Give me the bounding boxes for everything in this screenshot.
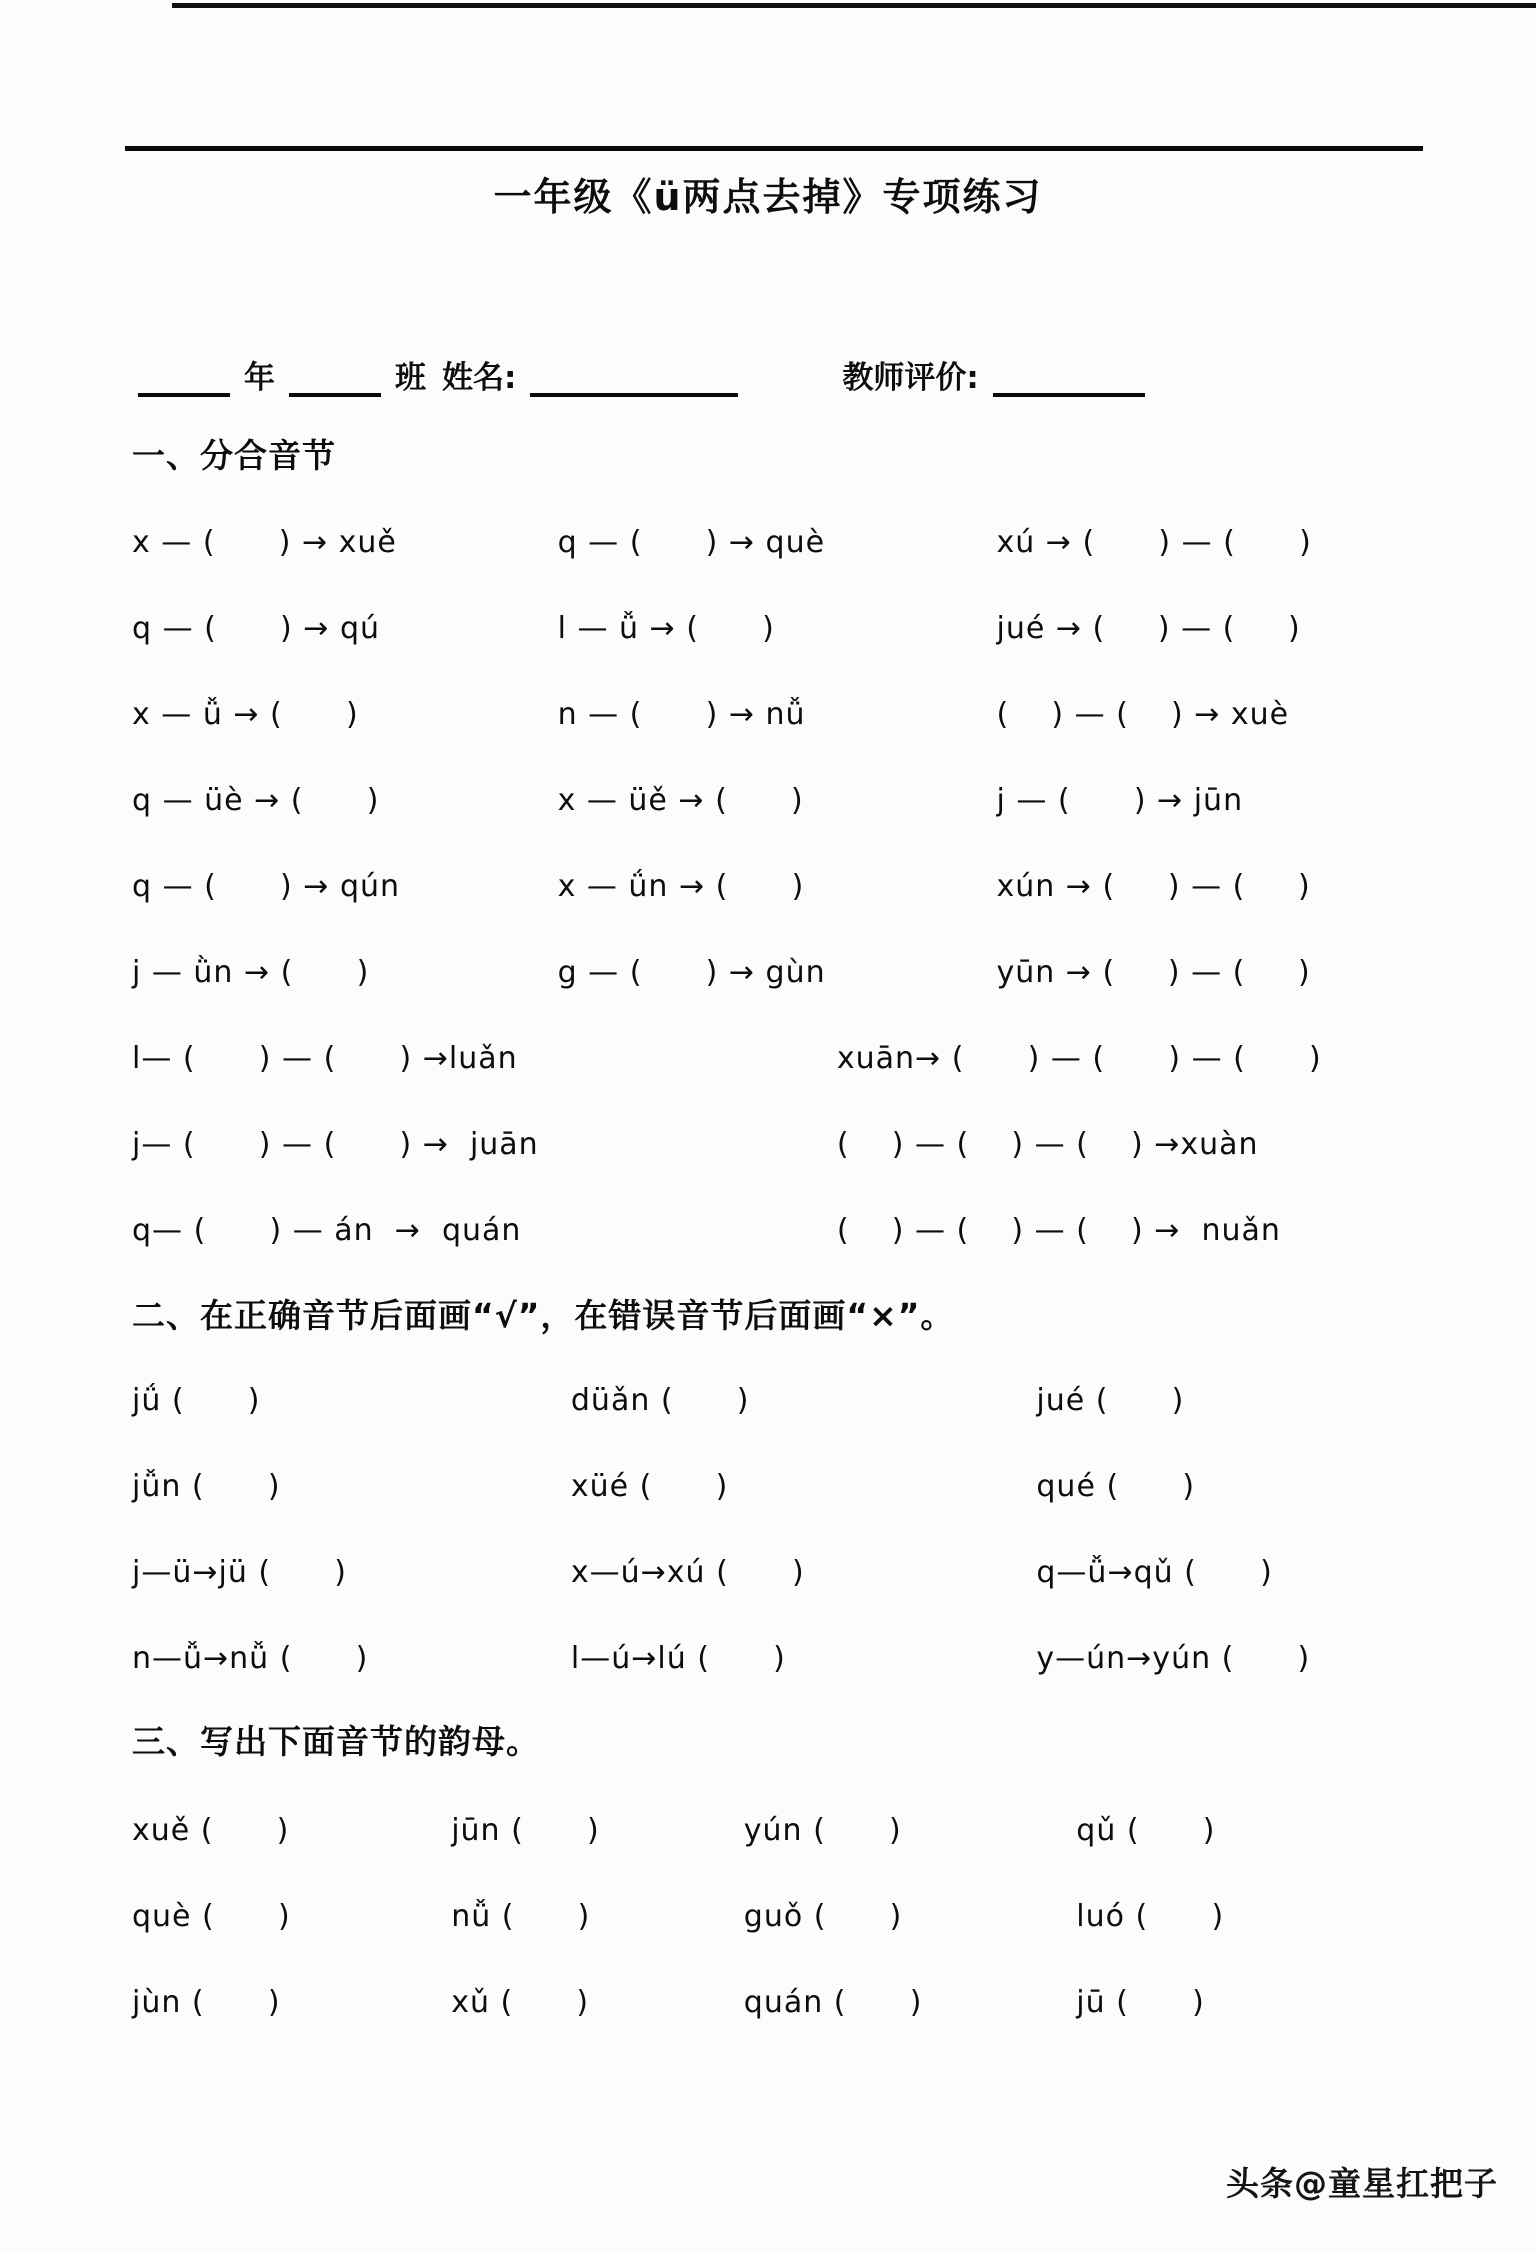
exercise-item: quán ( ) bbox=[743, 1984, 923, 2020]
exercise-item: ( ) — ( ) → xuè bbox=[996, 696, 1290, 732]
exercise-item: jūn ( ) bbox=[451, 1812, 600, 1848]
exercise-item: n—ǚ→nǚ ( ) bbox=[132, 1640, 369, 1676]
exercise-row bbox=[132, 1873, 1462, 1959]
year-blank bbox=[138, 359, 230, 397]
exercise-item: n — ( ) → nǚ bbox=[557, 696, 806, 732]
exercise-row bbox=[132, 757, 1462, 843]
exercise-row bbox=[132, 843, 1462, 929]
exercise-item: y—ún→yún ( ) bbox=[1036, 1640, 1311, 1676]
exercise-item: j— ( ) — ( ) → juān bbox=[132, 1126, 539, 1162]
exercise-item: ( ) — ( ) — ( ) →xuàn bbox=[836, 1126, 1259, 1162]
exercise-item: q — ( ) → què bbox=[557, 524, 826, 560]
exercise-item: q — üè → ( ) bbox=[132, 782, 380, 818]
teacher-eval-blank bbox=[993, 359, 1145, 397]
exercise-row bbox=[132, 671, 1462, 757]
exercise-item: x — ǚ → ( ) bbox=[132, 696, 359, 732]
section2-heading: 二、在正确音节后面画“√”，在错误音节后面画“×”。 bbox=[132, 1296, 955, 1335]
exercise-item: l — ǚ → ( ) bbox=[557, 610, 775, 646]
exercise-row bbox=[132, 1959, 1462, 2045]
exercise-row bbox=[132, 1787, 1462, 1873]
exercise-item: xuān→ ( ) — ( ) — ( ) bbox=[836, 1040, 1322, 1076]
exercise-item: jùn ( ) bbox=[132, 1984, 281, 2020]
exercise-item: q— ( ) — án → quán bbox=[132, 1212, 522, 1248]
exercise-row bbox=[132, 1015, 1462, 1101]
exercise-item: xuě ( ) bbox=[132, 1812, 290, 1848]
exercise-row bbox=[132, 1357, 1462, 1443]
exercise-item: l—ú→lú ( ) bbox=[570, 1640, 786, 1676]
student-info-line bbox=[132, 352, 1422, 397]
year-label: 年 bbox=[244, 360, 275, 396]
exercise-item: guǒ ( ) bbox=[743, 1898, 903, 1934]
exercise-item: x — üě → ( ) bbox=[557, 782, 804, 818]
exercise-item: què ( ) bbox=[132, 1898, 291, 1934]
exercise-item: g — ( ) → gùn bbox=[557, 954, 826, 990]
section3-rows bbox=[132, 1787, 1462, 2045]
exercise-item: x — ( ) → xuě bbox=[132, 524, 397, 560]
exercise-item: jǚn ( ) bbox=[132, 1468, 281, 1504]
name-label: 姓名: bbox=[442, 360, 517, 396]
teacher-eval-label: 教师评价: bbox=[842, 360, 979, 396]
exercise-item: x—ú→xú ( ) bbox=[570, 1554, 805, 1590]
exercise-item: q — ( ) → qún bbox=[132, 868, 401, 904]
page-top-edge-line bbox=[172, 3, 1536, 8]
exercise-row bbox=[132, 1101, 1462, 1187]
section2-rows bbox=[132, 1357, 1462, 1701]
exercise-item: q — ( ) → qú bbox=[132, 610, 381, 646]
section1-rows bbox=[132, 499, 1462, 1273]
name-blank bbox=[530, 359, 738, 397]
exercise-row bbox=[132, 1443, 1462, 1529]
exercise-row bbox=[132, 585, 1462, 671]
class-label: 班 bbox=[395, 360, 426, 396]
exercise-item: jué → ( ) — ( ) bbox=[996, 610, 1301, 646]
exercise-row bbox=[132, 1529, 1462, 1615]
title-divider-rule bbox=[125, 146, 1423, 151]
exercise-item: qué ( ) bbox=[1036, 1468, 1196, 1504]
exercise-item: jū ( ) bbox=[1076, 1984, 1205, 2020]
exercise-item: l— ( ) — ( ) →luǎn bbox=[132, 1040, 518, 1076]
exercise-item: xún → ( ) — ( ) bbox=[996, 868, 1311, 904]
exercise-item: düǎn ( ) bbox=[570, 1382, 750, 1418]
class-blank bbox=[289, 359, 381, 397]
exercise-item: jǘ ( ) bbox=[132, 1382, 261, 1418]
exercise-item: j — ( ) → jūn bbox=[996, 782, 1244, 818]
exercise-row bbox=[132, 929, 1462, 1015]
exercise-row bbox=[132, 1615, 1462, 1701]
exercise-item: ( ) — ( ) — ( ) → nuǎn bbox=[836, 1212, 1281, 1248]
exercise-item: xú → ( ) — ( ) bbox=[996, 524, 1312, 560]
exercise-item: x — ǘn → ( ) bbox=[557, 868, 805, 904]
exercise-item: jué ( ) bbox=[1036, 1382, 1185, 1418]
exercise-item: j — ǜn → ( ) bbox=[132, 954, 370, 990]
exercise-item: qǔ ( ) bbox=[1076, 1812, 1216, 1848]
exercise-item: j—ü→jü ( ) bbox=[132, 1554, 347, 1590]
exercise-item: xǔ ( ) bbox=[451, 1984, 590, 2020]
exercise-item: nǚ ( ) bbox=[451, 1898, 591, 1934]
watermark: 头条@童星扛把子 bbox=[1226, 2164, 1498, 2203]
exercise-item: q—ǚ→qǔ ( ) bbox=[1036, 1554, 1273, 1590]
exercise-row bbox=[132, 499, 1462, 585]
exercise-item: luó ( ) bbox=[1076, 1898, 1225, 1934]
page-title: 一年级《ü两点去掉》专项练习 bbox=[493, 175, 1043, 219]
exercise-item: yún ( ) bbox=[743, 1812, 902, 1848]
section1-heading: 一、分合音节 bbox=[132, 436, 336, 475]
exercise-row bbox=[132, 1187, 1462, 1273]
section3-heading: 三、写出下面音节的韵母。 bbox=[132, 1722, 540, 1761]
exercise-item: xüé ( ) bbox=[570, 1468, 729, 1504]
exercise-item: yūn → ( ) — ( ) bbox=[996, 954, 1311, 990]
